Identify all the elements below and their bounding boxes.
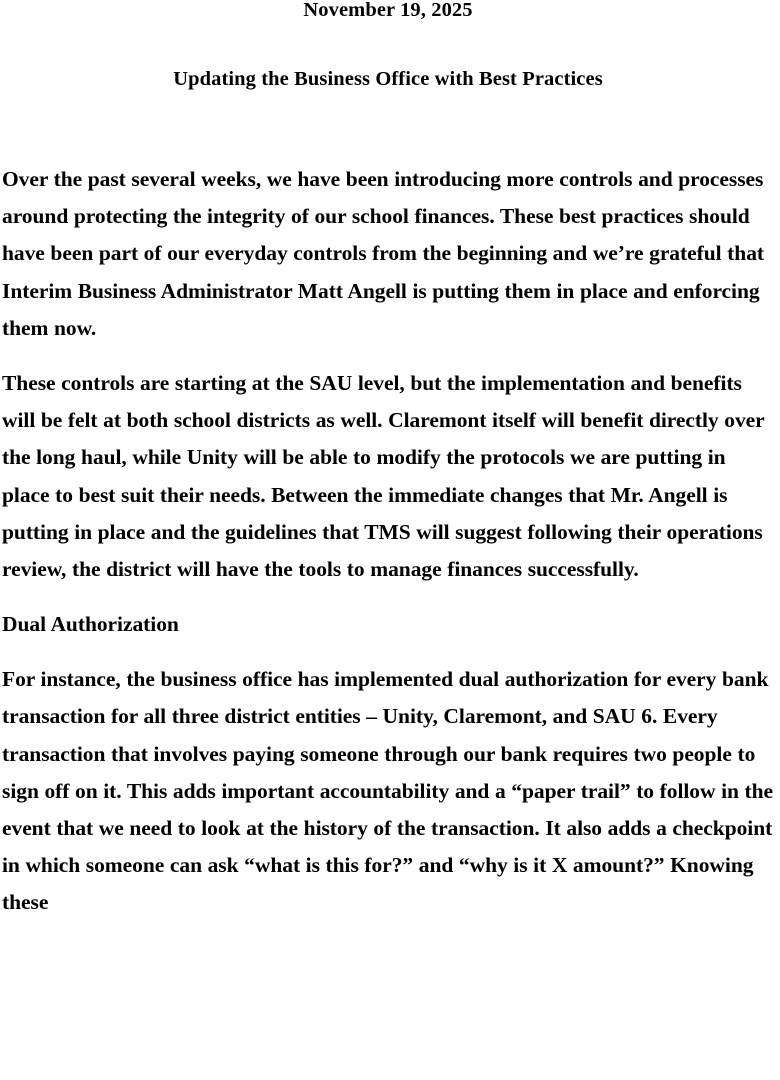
document-body xyxy=(2,89,774,922)
paragraph-2: These controls are starting at the SAU level, but the implementation and benefits will be felt at both school districts as well. Claremont itself will benefit directly over the long haul, while Unity will be able to modify the protocols we are putting in place to best suit their needs. Between the immediate changes that Mr. Angell is putting in place and the guidelines that TMS will suggest following their operations review, the district will have the tools to manage finances successfully. xyxy=(2,370,765,581)
section-heading-dual-authorization: Dual Authorization xyxy=(2,612,179,637)
paragraph-1: Over the past several weeks, we have been introducing more controls and processes around protecting the integrity of our school finances. These best practices should have been part of our everyday controls from the beginning and we’re grateful that Interim Business Administrator Matt Angell is putting them in place and enforcing them now. xyxy=(2,167,765,340)
paragraph-3: For instance, the business office has implemented dual authorization for every bank transaction for all three district entities – Unity, Claremont, and SAU 6. Every transaction that involves paying someone through our bank requires two people to sign off on it. This adds important accountability and a “paper trail” to follow in the event that we need to look at the history of the transaction. It also adds a checkpoint in which someone can ask “what is this for?” and “why is it X amount?” Knowing these xyxy=(2,667,774,915)
document-title: Updating the Business Office with Best Practices xyxy=(173,67,603,90)
document-date: November 19, 2025 xyxy=(303,0,473,21)
